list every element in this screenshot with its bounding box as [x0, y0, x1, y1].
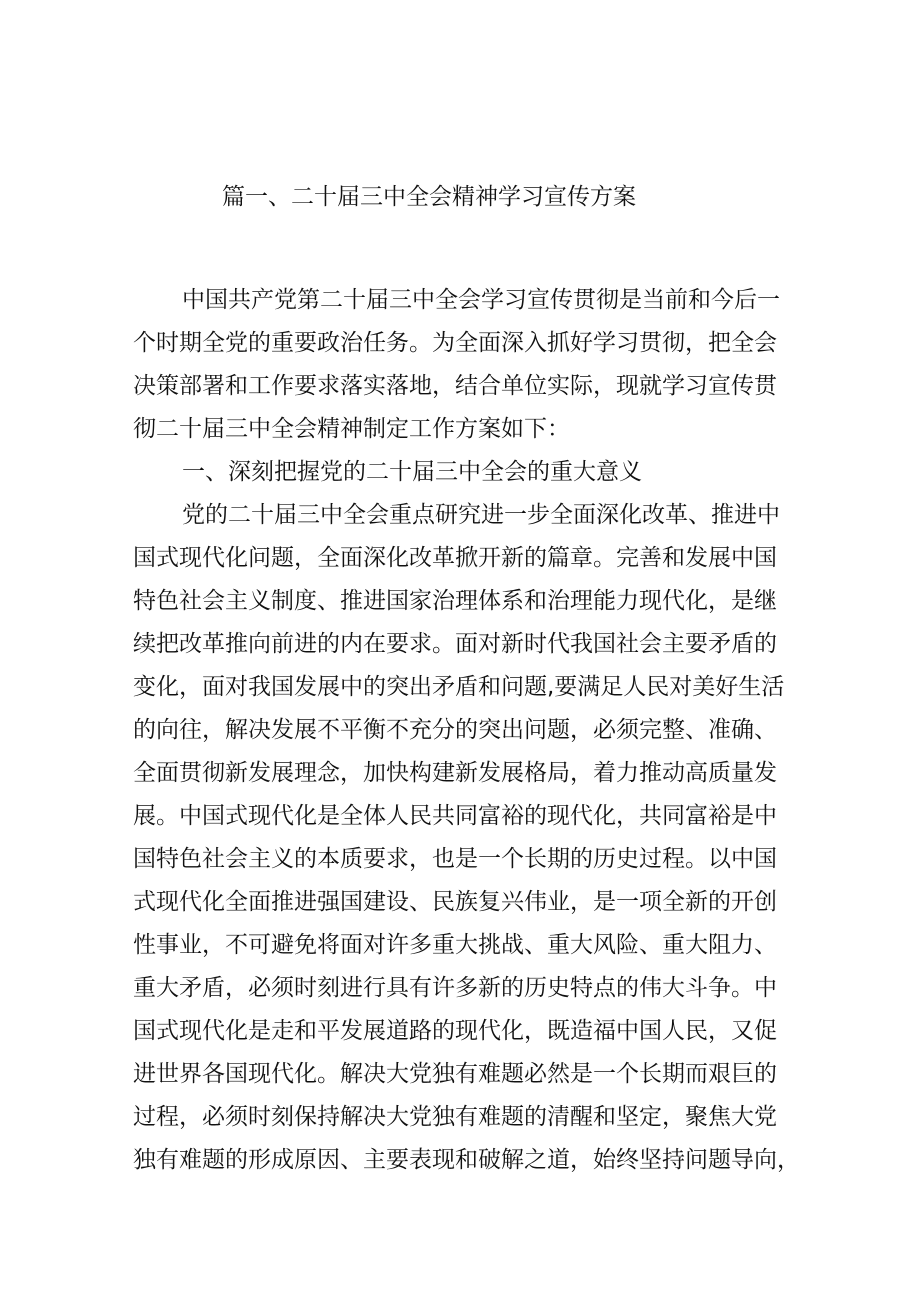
- paragraph-line: 国式现代化是走和平发展道路的现代化，既造福中国人民，又促: [133, 1018, 777, 1044]
- paragraph-line: 重大矛盾，必须时刻进行具有许多新的历史特点的伟大斗争。中: [133, 975, 777, 1001]
- paragraph-line: 个时期全党的重要政治任务。为全面深入抓好学习贯彻，把全会: [133, 330, 777, 356]
- paragraph-line: 国式现代化问题，全面深化改革掀开新的篇章。完善和发展中国: [133, 545, 777, 571]
- paragraph-line: 的向往，解决发展不平衡不充分的突出问题，必须完整、准确、: [133, 717, 777, 743]
- paragraph-line: 续把改革推向前进的内在要求。面对新时代我国社会主要矛盾的: [133, 631, 777, 657]
- paragraph-line: 过程，必须时刻保持解决大党独有难题的清醒和坚定，聚焦大党: [133, 1104, 777, 1130]
- paragraph-line: 决策部署和工作要求落实落地，结合单位实际，现就学习宣传贯: [133, 373, 777, 399]
- paragraph-line: 性事业，不可避免将面对许多重大挑战、重大风险、重大阻力、: [133, 932, 777, 958]
- paragraph-line: 中国共产党第二十届三中全会学习宣传贯彻是当前和今后一: [182, 287, 780, 313]
- paragraph-line: 全面贯彻新发展理念，加快构建新发展格局，着力推动高质量发: [133, 760, 777, 786]
- section-heading: 一、深刻把握党的二十届三中全会的重大意义: [182, 459, 642, 485]
- paragraph-line: 独有难题的形成原因、主要表现和破解之道，始终坚持问题导向，: [133, 1147, 800, 1173]
- paragraph-line: 特色社会主义制度、推进国家治理体系和治理能力现代化，是继: [133, 588, 777, 614]
- document-title: 篇一、二十届三中全会精神学习宣传方案: [222, 184, 636, 210]
- paragraph-line: 党的二十届三中全会重点研究进一步全面深化改革、推进中: [182, 502, 780, 528]
- paragraph-line: 变化，面对我国发展中的突出矛盾和问题,要满足人民对美好生活: [133, 674, 785, 700]
- paragraph-line: 进世界各国现代化。解决大党独有难题必然是一个长期而艰巨的: [133, 1061, 777, 1087]
- paragraph-line: 国特色社会主义的本质要求，也是一个长期的历史过程。以中国: [133, 846, 777, 872]
- paragraph-line: 式现代化全面推进强国建设、民族复兴伟业，是一项全新的开创: [133, 889, 777, 915]
- paragraph-line: 展。中国式现代化是全体人民共同富裕的现代化，共同富裕是中: [133, 803, 777, 829]
- paragraph-line: 彻二十届三中全会精神制定工作方案如下：: [133, 416, 570, 442]
